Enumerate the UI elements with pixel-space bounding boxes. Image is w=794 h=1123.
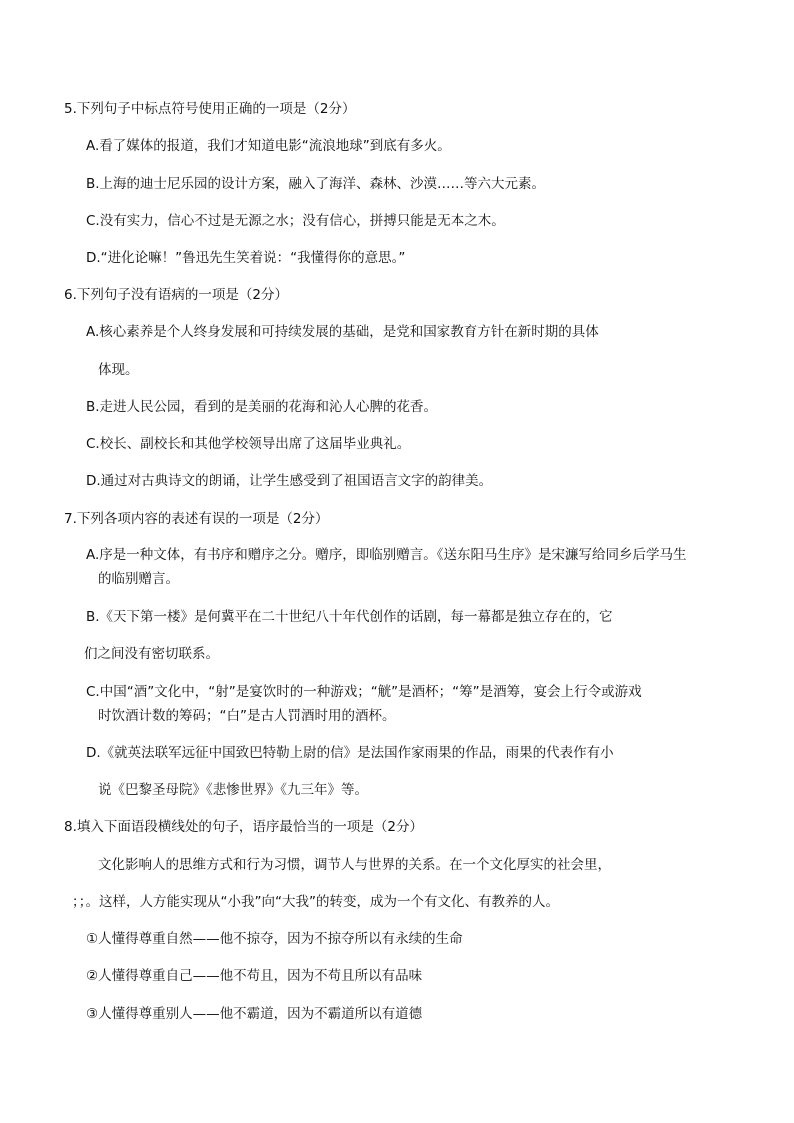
question-8-passage-line-1: 文化影响人的思维方式和行为习惯，调节人与世界的关系。在一个文化厚实的社会里，	[98, 857, 611, 873]
question-7-option-d: D.《就英法联军远征中国致巴特勒上尉的信》是法国作家雨果的作品，雨果的代表作有小	[86, 745, 614, 761]
question-8-item-1: ①人懂得尊重自然——他不掠夺，因为不掠夺所以有永续的生命	[86, 931, 463, 947]
question-7-option-a-cont: 的临别赠言。	[98, 571, 179, 587]
question-7-option-b-cont: 们之间没有密切联系。	[84, 646, 219, 662]
question-6-stem: 6.下列句子没有语病的一项是（2分）	[64, 287, 288, 303]
question-7-option-c-cont: 时饮酒计数的筹码；“白”是古人罚酒时用的酒杯。	[98, 708, 396, 724]
question-5-option-d: D.“进化论嘛！”鲁迅先生笑着说：“我懂得你的意思。”	[86, 250, 406, 266]
question-6-option-c: C.校长、副校长和其他学校领导出席了这届毕业典礼。	[86, 436, 411, 452]
question-8-passage-line-2: ；；。这样，人方能实现从“小我”向“大我”的转变，成为一个有文化、有教养的人。	[72, 894, 559, 910]
question-5-option-c: C.没有实力，信心不过是无源之水；没有信心，拼搏只能是无本之木。	[86, 213, 505, 229]
question-8-item-2: ②人懂得尊重自己——他不苟且，因为不苟且所以有品味	[86, 968, 423, 984]
question-7-stem: 7.下列各项内容的表述有误的一项是（2分）	[64, 511, 329, 527]
question-8-stem: 8.填入下面语段横线处的句子，语序最恰当的一项是（2分）	[64, 819, 423, 835]
question-7-option-d-cont: 说《巴黎圣母院》《悲惨世界》《九三年》等。	[98, 782, 368, 798]
question-6-option-b: B.走进人民公园，看到的是美丽的花海和沁人心脾的花香。	[86, 399, 438, 415]
question-8-item-3: ③人懂得尊重别人——他不霸道，因为不霸道所以有道德	[86, 1006, 423, 1022]
question-5-option-b: B.上海的迪士尼乐园的设计方案，融入了海洋、森林、沙漠……等六大元素。	[86, 176, 546, 192]
question-6-option-a-cont: 体现。	[98, 362, 139, 378]
question-5-stem: 5.下列句子中标点符号使用正确的一项是（2分）	[64, 101, 356, 117]
question-6-option-d: D.通过对古典诗文的朗诵，让学生感受到了祖国语言文字的韵律美。	[86, 473, 493, 489]
question-7-option-a: A.序是一种文体，有书序和赠序之分。赠序，即临别赠言。《送东阳马生序》是宋濂写给同乡后学马生	[86, 547, 687, 563]
question-7-option-c: C.中国“酒”文化中，“射”是宴饮时的一种游戏；“觥”是酒杯；“筹”是酒筹，宴会上行令或游戏	[86, 684, 642, 700]
question-7-option-b: B.《天下第一楼》是何冀平在二十世纪八十年代创作的话剧，每一幕都是独立存在的，它	[86, 609, 613, 625]
question-6-option-a: A.核心素养是个人终身发展和可持续发展的基础，是党和国家教育方针在新时期的具体	[86, 324, 599, 340]
question-5-option-a: A.看了媒体的报道，我们才知道电影“流浪地球”到底有多火。	[86, 138, 451, 154]
